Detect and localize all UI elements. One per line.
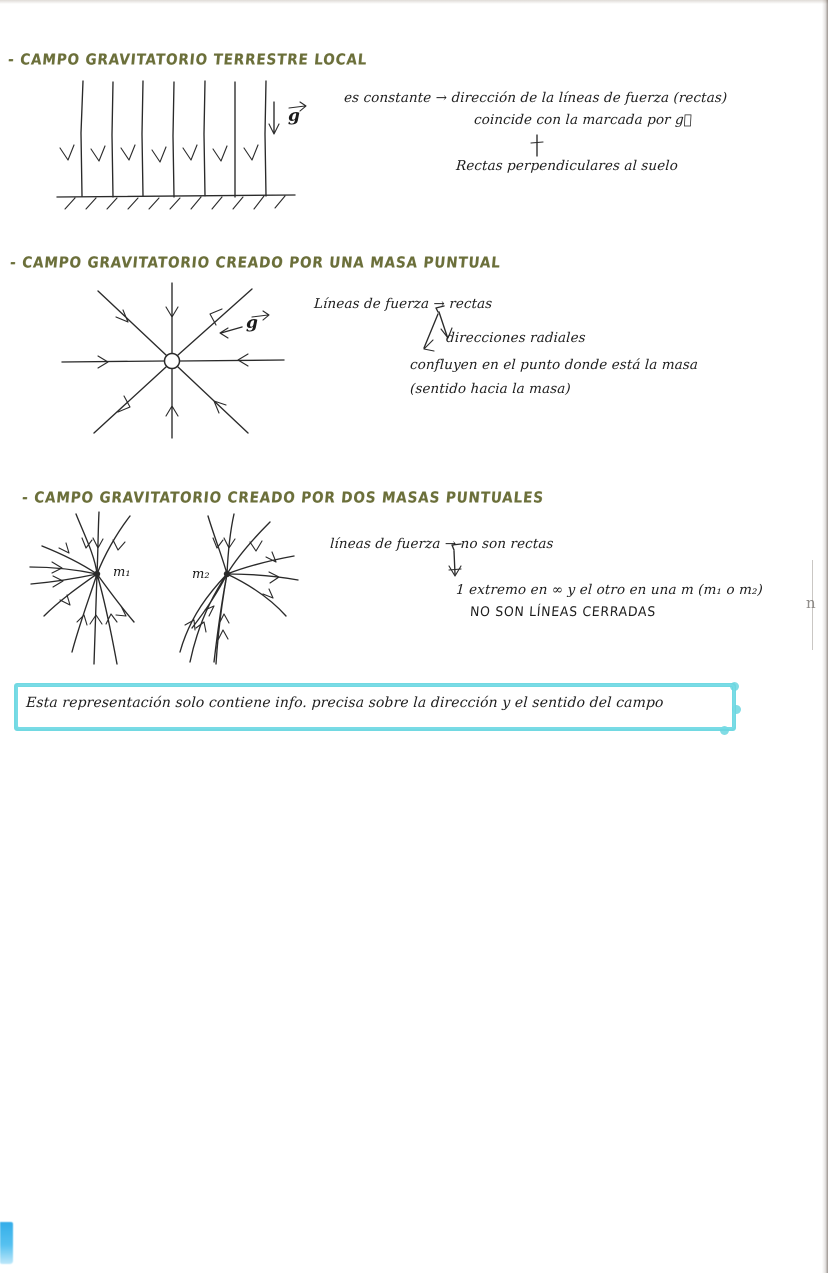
diagram-uniform-field [55,78,305,208]
note-uniform-perpendicular: Rectas perpendiculares al suelo [455,158,679,174]
highlighter-bleed-mark [0,1222,13,1264]
scan-right-shadow [822,0,828,1273]
note-two-mass-not-straight: líneas de fuerza → no son rectas [329,536,554,552]
heading-two-mass-field: - CAMPO GRAVITATORIO CREADO POR DOS MASAS PUNTUALES [21,488,545,507]
note-uniform-constant: es constante → dirección de la líneas de fuerza (rectas) [343,90,728,106]
note-radial-lines: Líneas de fuerza → rectas [313,296,493,312]
highlight-blob-tr [730,682,739,691]
diagram-radial-field [60,283,290,438]
note-radial-directions: direcciones radiales [445,330,587,346]
heading-uniform-field: - CAMPO GRAVITATORIO TERRESTRE LOCAL [7,50,368,69]
note-uniform-coincide: coincide con la marcada por g⃗ [473,112,693,128]
highlight-blob-br [720,726,729,735]
gravity-vector-label-uniform: g [288,106,300,126]
mass-label-m2: m₂ [192,567,210,582]
note-two-mass-not-closed: NO SON LÍNEAS CERRADAS [469,603,657,620]
heading-point-mass-field: - CAMPO GRAVITATORIO CREADO POR UNA MASA PUNTUAL [9,253,502,272]
gravity-vector-label-radial: g [246,313,258,333]
bleedthrough-letter: n [806,594,816,612]
note-two-mass-extremes: 1 extremo en ∞ y el otro en una m (m₁ o m₂) [455,582,764,598]
scan-top-shadow [0,0,828,4]
note-radial-confluence: confluyen en el punto donde está la masa [409,357,699,373]
highlight-text: Esta representación solo contiene info. precisa sobre la dirección y el sentido del campo [25,695,664,711]
diagram-two-mass-field [22,512,312,664]
mass-label-m1: m₁ [113,565,131,580]
note-radial-sense: (sentido hacia la masa) [409,381,572,397]
highlight-blob-r [732,705,741,714]
down-connector-uniform [528,134,548,160]
